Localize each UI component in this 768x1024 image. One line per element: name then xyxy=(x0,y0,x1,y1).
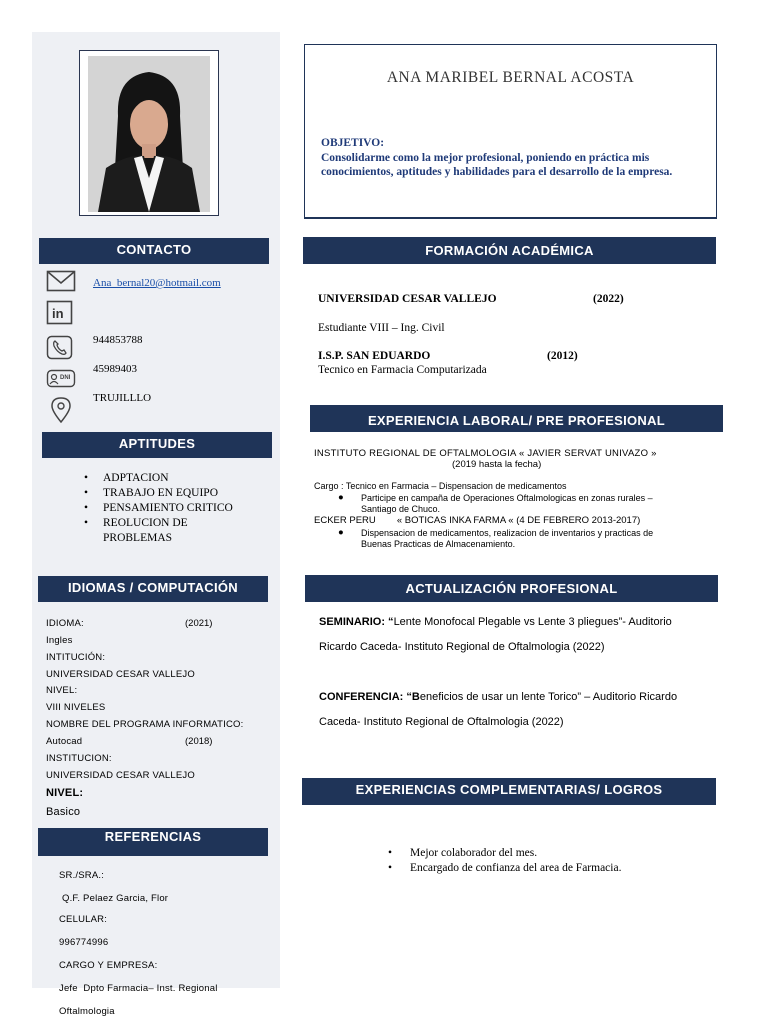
exp-ecker: ECKER PERU « BOTICAS INKA FARMA « (4 DE FEBRERO 2013-2017) xyxy=(314,515,641,526)
programa-year: (2018) xyxy=(185,736,213,747)
ref-cargo-2: Oftalmologia xyxy=(59,1006,115,1017)
profile-photo xyxy=(88,56,210,212)
achievements-list xyxy=(388,846,621,876)
nivel2-label: NIVEL: xyxy=(46,787,84,799)
contacto-header: CONTACTO xyxy=(39,238,269,264)
institucion-label: INTITUCIÓN: xyxy=(46,652,106,663)
seminario-line-2: Ricardo Caceda- Instituto Regional de Oftalmologia (2022) xyxy=(319,641,605,653)
ref-name: Q.F. Pelaez Garcia, Flor xyxy=(62,893,169,904)
programa-label: NOMBRE DEL PROGRAMA INFORMATICO: xyxy=(46,719,244,730)
nivel-label: NIVEL: xyxy=(46,685,78,696)
formacion-header: FORMACIÓN ACADÉMICA xyxy=(303,237,716,264)
seminario-line-1 xyxy=(319,616,672,628)
objective-text: Consolidarme como la mejor profesional, poniendo en práctica mis conocimientos, aptitudes y habilidades para el desarrollo de la empresa. xyxy=(321,152,673,178)
institucion-value: UNIVERSIDAD CESAR VALLEJO xyxy=(46,669,195,680)
list-item: • ADPTACION xyxy=(84,471,233,486)
edu-year-1: (2022) xyxy=(593,293,624,305)
exp-cargo: Cargo : Tecnico en Farmacia – Dispensacion de medicamentos xyxy=(314,481,567,491)
ref-title: SR./SRA.: xyxy=(59,870,105,881)
objective-title: OBJETIVO: xyxy=(321,137,385,149)
id-card-icon xyxy=(46,369,76,394)
full-name: ANA MARIBEL BERNAL ACOSTA xyxy=(386,69,635,86)
aptitudes-list xyxy=(84,471,233,546)
location-pin-icon xyxy=(50,396,72,429)
programa-value: Autocad xyxy=(46,736,83,747)
institucion2-label: INSTITUCION: xyxy=(46,753,112,764)
referencias-header: REFERENCIAS xyxy=(38,828,268,856)
seminario-text-1: Lente Monofocal Plegable vs Lente 3 pliegues”- Auditorio xyxy=(393,616,672,628)
complementarias-header: EXPERIENCIAS COMPLEMENTARIAS/ LOGROS xyxy=(302,778,716,805)
list-item: • PENSAMIENTO CRITICO xyxy=(84,501,233,516)
exp-bullet-2b: Buenas Practicas de Almacenamiento. xyxy=(361,539,516,549)
actualizacion-header: ACTUALIZACIÓN PROFESIONAL xyxy=(305,575,718,602)
exp-bullet-dot: ● xyxy=(338,527,344,538)
exp-institution: INSTITUTO REGIONAL DE OFTALMOLOGIA « JAVIER SERVAT UNIVAZO » xyxy=(314,448,657,459)
id-card-label: DNI xyxy=(60,375,71,381)
ref-cargo-label: CARGO Y EMPRESA: xyxy=(59,960,158,971)
exp-bullet-1a: Participe en campaña de Operaciones Oftalmologicas en zonas rurales – xyxy=(361,493,653,503)
phone-icon xyxy=(46,335,74,366)
nivel2-value: Basico xyxy=(46,806,81,818)
ref-cargo-1: Jefe Dpto Farmacia– Inst. Regional xyxy=(59,983,218,994)
aptitudes-header: APTITUDES xyxy=(42,432,272,458)
list-item: • REOLUCION DE PROBLEMAS xyxy=(84,516,204,546)
edu-detail-1: Estudiante VIII – Ing. Civil xyxy=(318,322,445,334)
idioma-value: Ingles xyxy=(46,635,73,646)
exp-bullet-dot: ● xyxy=(338,492,344,503)
idiomas-header: IDIOMAS / COMPUTACIÓN xyxy=(38,576,268,602)
conferencia-line-2: Caceda- Instituto Regional de Oftalmologia (2022) xyxy=(319,716,564,728)
institucion2-value: UNIVERSIDAD CESAR VALLEJO xyxy=(46,770,195,781)
exp-period: (2019 hasta la fecha) xyxy=(452,459,542,470)
exp-bullet-1b: Santiago de Chuco. xyxy=(361,504,441,514)
mail-icon xyxy=(46,268,76,299)
ref-cel: 996774996 xyxy=(59,937,109,948)
edu-school-2: I.S.P. SAN EDUARDO xyxy=(318,350,431,362)
person-portrait-icon xyxy=(88,56,210,212)
seminario-label: SEMINARIO: “ xyxy=(319,616,394,628)
ref-cel-label: CELULAR: xyxy=(59,914,108,925)
edu-detail-2: Tecnico en Farmacia Computarizada xyxy=(318,364,487,376)
list-item: • TRABAJO EN EQUIPO xyxy=(84,486,233,501)
idioma-year: (2021) xyxy=(185,618,213,629)
conferencia-label: CONFERENCIA: “B xyxy=(319,691,420,703)
experiencia-header: EXPERIENCIA LABORAL/ PRE PROFESIONAL xyxy=(310,405,723,432)
conferencia-text-1: eneficios de usar un lente Torico” – Auditorio Ricardo xyxy=(419,691,678,703)
svg-text:in: in xyxy=(52,306,64,321)
edu-year-2: (2012) xyxy=(547,350,578,362)
nivel-value: VIII NIVELES xyxy=(46,702,106,713)
email-link[interactable]: Ana_bernal20@hotmail.com xyxy=(93,277,221,289)
dni-number: 45989403 xyxy=(93,363,137,375)
edu-school-1: UNIVERSIDAD CESAR VALLEJO xyxy=(318,293,497,305)
linkedin-icon[interactable] xyxy=(46,300,74,331)
phone-number: 944853788 xyxy=(93,334,143,346)
idioma-label: IDIOMA: xyxy=(46,618,84,629)
exp-bullet-2a: Dispensacion de medicamentos, realizacion de inventarios y practicas de xyxy=(361,528,654,538)
profile-photo-frame xyxy=(79,50,219,216)
conferencia-line-1 xyxy=(319,691,677,703)
list-item: • Mejor colaborador del mes. xyxy=(388,846,621,861)
city: TRUJILLLO xyxy=(93,392,152,404)
header-box xyxy=(304,44,717,219)
list-item: • Encargado de confianza del area de Farmacia. xyxy=(388,861,621,876)
